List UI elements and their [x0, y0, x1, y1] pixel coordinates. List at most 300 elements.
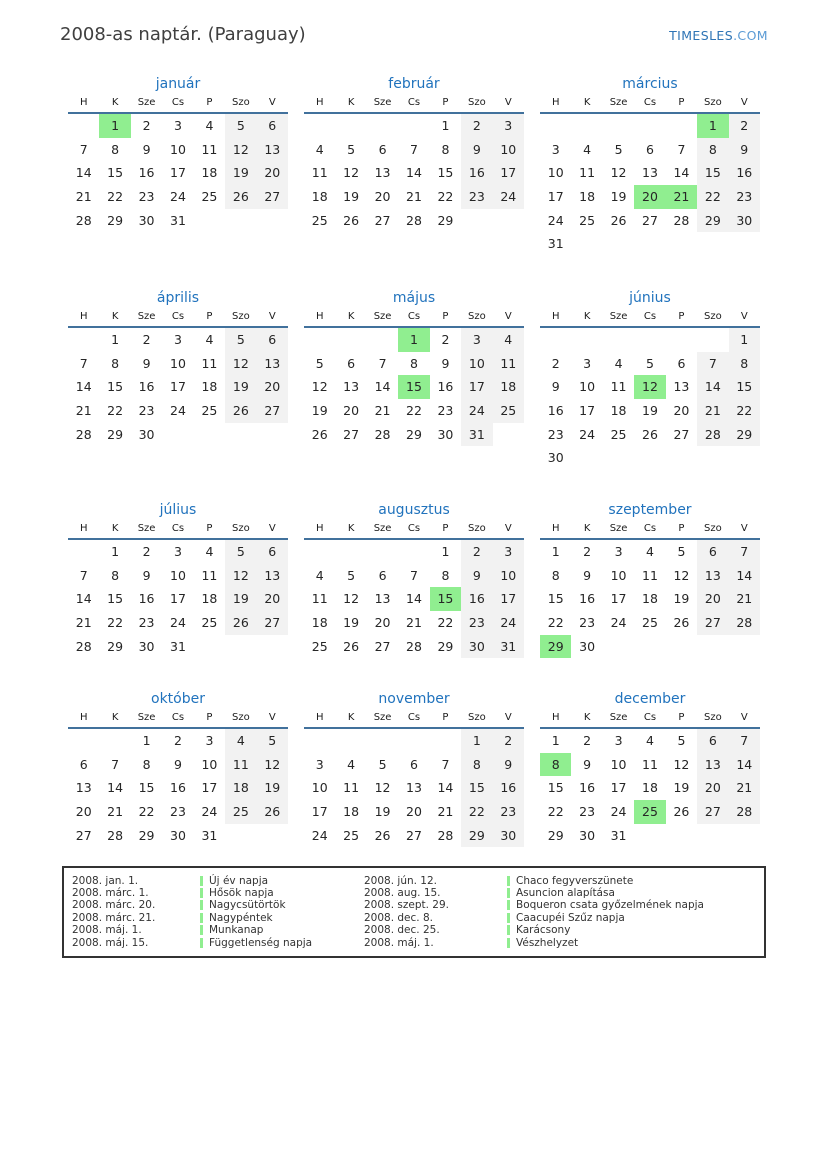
day-cell: 27	[642, 212, 658, 228]
day-cell: 23	[170, 804, 186, 820]
day-cell: 2	[142, 544, 151, 559]
weekday-label: Cs	[407, 311, 421, 322]
weekday-label: H	[79, 523, 88, 534]
weekday-header-row	[304, 522, 524, 540]
day-cell: 12	[610, 165, 627, 181]
day-cell: 10	[201, 756, 218, 772]
weekday-label: Sze	[373, 97, 392, 108]
weekend-day-cell: 21	[729, 776, 760, 800]
weekday-label: P	[442, 97, 449, 108]
holiday-day-cell: 1	[398, 328, 429, 352]
day-cell: 21	[437, 804, 454, 820]
weekend-day-cell: 27	[257, 611, 288, 635]
holiday-day-cell: 21	[666, 185, 697, 209]
day-cell: 13	[406, 780, 422, 796]
holiday-marker-icon	[200, 938, 203, 948]
calendar-grid	[68, 74, 827, 847]
holiday-marker-icon	[200, 925, 203, 935]
month-9	[540, 500, 760, 658]
weekday-label: Szo	[231, 311, 250, 322]
day-cell	[367, 729, 398, 753]
day-cell	[634, 328, 665, 352]
day-cell	[194, 635, 225, 659]
weekday-label: K	[111, 712, 119, 723]
day-cell	[225, 423, 256, 447]
weekday-label: P	[442, 523, 449, 534]
weekend-day-cell: 29	[461, 824, 492, 848]
weekday-label: K	[347, 712, 355, 723]
day-cell: 10	[311, 780, 328, 796]
weekday-label: P	[206, 97, 213, 108]
day-cell	[697, 824, 728, 848]
day-cell: 11	[201, 355, 218, 371]
legend-date: 2008. márc. 21.	[72, 911, 156, 924]
weekend-day-cell: 6	[257, 328, 288, 352]
day-cell: 3	[174, 332, 182, 347]
day-cell: 13	[642, 165, 658, 181]
day-cell: 31	[547, 236, 564, 252]
day-cell: 31	[170, 212, 186, 228]
weekend-day-cell: 8	[461, 753, 492, 777]
month-title[interactable]: április	[156, 290, 200, 306]
day-cell: 24	[311, 827, 328, 843]
weekend-day-cell: 19	[225, 587, 256, 611]
day-cell: 9	[441, 355, 450, 371]
weekday-header-row	[68, 522, 288, 540]
day-cell: 8	[111, 355, 120, 371]
weekend-day-cell: 7	[697, 352, 728, 376]
holiday-marker-icon	[507, 913, 510, 923]
day-cell	[304, 328, 335, 352]
month-6	[540, 288, 760, 470]
weekend-day-cell: 8	[697, 138, 728, 162]
day-cell: 14	[75, 591, 92, 607]
weekend-day-cell: 3	[493, 114, 524, 138]
day-cell: 27	[406, 827, 422, 843]
weekday-label: Szo	[467, 97, 486, 108]
day-cell: 20	[406, 804, 422, 820]
weekend-day-cell: 18	[225, 776, 256, 800]
weekend-day-cell: 5	[225, 540, 256, 564]
weekend-day-cell: 22	[697, 185, 728, 209]
holiday-day-cell: 20	[634, 185, 665, 209]
weekday-header-row	[540, 711, 760, 729]
day-cell: 6	[378, 141, 387, 157]
day-cell: 19	[343, 615, 360, 631]
day-cell: 11	[201, 567, 218, 583]
weekend-day-cell: 9	[493, 753, 524, 777]
day-cell: 6	[79, 756, 88, 772]
day-cell: 8	[111, 141, 120, 157]
legend-item	[364, 899, 756, 911]
holiday-marker-icon	[507, 900, 510, 910]
day-cell: 7	[79, 355, 88, 371]
day-cell: 16	[170, 780, 186, 796]
weekday-label: H	[551, 712, 560, 723]
month-title[interactable]: október	[151, 691, 205, 707]
weekend-day-cell: 6	[697, 729, 728, 753]
day-cell: 13	[75, 780, 92, 796]
day-cell: 20	[75, 804, 92, 820]
month-title[interactable]: július	[159, 502, 197, 518]
weekend-day-cell: 28	[729, 800, 760, 824]
days-grid	[540, 540, 760, 658]
day-cell	[603, 328, 634, 352]
month-title[interactable]: január	[155, 76, 201, 92]
weekday-label: Sze	[373, 712, 392, 723]
day-cell	[493, 423, 524, 447]
day-cell	[729, 635, 760, 659]
weekday-label: Szo	[467, 311, 486, 322]
day-cell	[162, 423, 193, 447]
day-cell: 1	[441, 118, 450, 133]
day-cell	[634, 824, 665, 848]
day-cell: 9	[142, 355, 151, 371]
month-title[interactable]: augusztus	[378, 502, 450, 518]
day-cell: 30	[170, 827, 186, 843]
day-cell	[666, 328, 697, 352]
legend-date: 2008. aug. 15.	[364, 887, 441, 900]
day-cell: 13	[374, 165, 391, 181]
weekend-day-cell: 16	[493, 776, 524, 800]
day-cell: 9	[142, 141, 151, 157]
weekday-header-row	[304, 711, 524, 729]
legend-date: 2008. márc. 20.	[72, 899, 156, 912]
days-grid	[540, 114, 760, 256]
day-cell: 27	[75, 827, 92, 843]
day-cell: 6	[378, 567, 387, 583]
day-cell: 29	[437, 638, 454, 654]
day-cell	[493, 209, 524, 233]
day-cell: 4	[315, 567, 324, 583]
weekday-label: Szo	[231, 97, 250, 108]
day-cell: 14	[75, 379, 92, 395]
day-cell	[398, 729, 429, 753]
day-cell: 23	[579, 804, 596, 820]
weekend-day-cell: 8	[729, 352, 760, 376]
month-title[interactable]: február	[388, 76, 440, 92]
month-1	[68, 74, 288, 232]
day-cell: 22	[138, 804, 155, 820]
day-cell: 12	[374, 780, 391, 796]
weekend-day-cell: 9	[729, 138, 760, 162]
legend-label: Függetlenség napja	[209, 936, 313, 949]
day-cell	[603, 114, 634, 138]
day-cell: 8	[111, 567, 120, 583]
month-title[interactable]: december	[614, 691, 686, 707]
weekend-day-cell: 2	[493, 729, 524, 753]
day-cell: 24	[610, 804, 627, 820]
weekday-label: Cs	[407, 523, 421, 534]
days-grid	[68, 114, 288, 232]
day-cell	[257, 423, 288, 447]
weekday-header-row	[540, 310, 760, 328]
weekend-day-cell: 13	[257, 564, 288, 588]
days-grid	[68, 328, 288, 446]
weekend-day-cell: 15	[697, 161, 728, 185]
day-cell: 23	[547, 426, 564, 442]
day-cell	[430, 729, 461, 753]
day-cell: 11	[610, 379, 627, 395]
weekend-day-cell: 13	[697, 753, 728, 777]
day-cell: 25	[343, 827, 360, 843]
day-cell	[99, 729, 130, 753]
day-cell: 25	[579, 212, 596, 228]
day-cell: 22	[547, 804, 564, 820]
day-cell: 16	[547, 403, 564, 419]
weekday-label: V	[740, 311, 748, 322]
day-cell: 5	[614, 141, 623, 157]
weekday-label: Szo	[703, 523, 722, 534]
day-cell: 18	[201, 165, 218, 181]
weekend-day-cell: 12	[225, 564, 256, 588]
day-cell: 14	[673, 165, 690, 181]
day-cell: 29	[107, 426, 124, 442]
month-title[interactable]: május	[392, 290, 436, 306]
weekend-day-cell: 11	[493, 352, 524, 376]
day-cell: 18	[311, 189, 328, 205]
day-cell: 19	[610, 189, 627, 205]
weekday-label: V	[268, 523, 276, 534]
day-cell	[666, 232, 697, 256]
weekday-label: Sze	[373, 523, 392, 534]
day-cell	[666, 114, 697, 138]
weekend-day-cell: 12	[225, 138, 256, 162]
day-cell: 12	[343, 591, 360, 607]
day-cell: 28	[374, 426, 391, 442]
day-cell	[571, 232, 602, 256]
weekend-day-cell: 17	[461, 375, 492, 399]
page-title: 2008-as naptár. (Paraguay)	[60, 24, 306, 45]
day-cell: 30	[138, 212, 155, 228]
day-cell: 1	[111, 544, 120, 559]
weekday-label: Cs	[171, 311, 185, 322]
legend-date: 2008. máj. 1.	[364, 936, 434, 949]
weekend-day-cell: 30	[729, 209, 760, 233]
day-cell	[571, 114, 602, 138]
holiday-day-cell: 15	[398, 375, 429, 399]
weekday-label: H	[551, 523, 560, 534]
day-cell: 20	[374, 615, 391, 631]
day-cell: 25	[201, 615, 218, 631]
day-cell: 20	[374, 189, 391, 205]
day-cell: 7	[677, 141, 686, 157]
day-cell: 28	[406, 638, 422, 654]
month-title[interactable]: június	[629, 290, 671, 306]
day-cell: 19	[311, 403, 328, 419]
weekday-label: K	[583, 712, 591, 723]
day-cell: 18	[642, 591, 658, 607]
day-cell	[729, 232, 760, 256]
day-cell: 18	[343, 804, 360, 820]
weekend-day-cell: 3	[493, 540, 524, 564]
day-cell: 15	[547, 591, 564, 607]
weekend-day-cell: 20	[257, 161, 288, 185]
day-cell: 12	[673, 567, 690, 583]
day-cell: 12	[673, 756, 690, 772]
day-cell: 11	[311, 591, 328, 607]
weekday-label: Sze	[609, 712, 628, 723]
day-cell: 25	[201, 189, 218, 205]
weekend-day-cell: 23	[729, 185, 760, 209]
month-title[interactable]: március	[622, 76, 678, 92]
weekend-day-cell: 24	[493, 611, 524, 635]
month-7	[68, 500, 288, 658]
day-cell: 29	[107, 212, 124, 228]
weekday-label: Szo	[703, 712, 722, 723]
month-8	[304, 500, 524, 658]
day-cell: 2	[551, 355, 560, 371]
legend-label: Nagypéntek	[209, 911, 273, 924]
weekday-label: P	[206, 311, 213, 322]
weekend-day-cell: 29	[729, 423, 760, 447]
day-cell	[634, 114, 665, 138]
legend-column-2	[364, 874, 756, 948]
day-cell	[225, 635, 256, 659]
weekend-day-cell: 20	[257, 375, 288, 399]
day-cell: 19	[673, 591, 690, 607]
day-cell: 6	[677, 355, 686, 371]
day-cell: 9	[583, 567, 592, 583]
legend-label: Asuncion alapítása	[516, 887, 615, 900]
weekday-label: Cs	[643, 523, 657, 534]
holiday-day-cell: 15	[430, 587, 461, 611]
weekend-day-cell: 16	[729, 161, 760, 185]
weekend-day-cell: 27	[257, 399, 288, 423]
weekday-label: K	[111, 523, 119, 534]
day-cell: 3	[174, 544, 182, 559]
day-cell: 27	[374, 212, 391, 228]
legend-label: Vészhelyzet	[516, 936, 579, 949]
day-cell	[666, 824, 697, 848]
weekday-label: Szo	[467, 523, 486, 534]
weekend-day-cell: 15	[461, 776, 492, 800]
weekday-label: K	[583, 311, 591, 322]
day-cell: 21	[75, 189, 92, 205]
day-cell: 18	[579, 189, 596, 205]
weekend-day-cell: 17	[493, 587, 524, 611]
brand-link[interactable]	[669, 28, 768, 43]
day-cell: 7	[410, 567, 418, 583]
day-cell	[697, 328, 728, 352]
holiday-legend	[62, 866, 766, 957]
day-cell: 12	[311, 379, 328, 395]
weekend-day-cell: 6	[257, 540, 288, 564]
day-cell	[194, 423, 225, 447]
weekend-day-cell: 22	[461, 800, 492, 824]
weekday-label: Sze	[609, 97, 628, 108]
day-cell: 31	[610, 827, 627, 843]
day-cell	[68, 328, 99, 352]
weekend-day-cell: 10	[461, 352, 492, 376]
day-cell: 25	[642, 615, 658, 631]
weekday-label: Sze	[137, 311, 156, 322]
weekday-label: H	[315, 712, 324, 723]
day-cell: 8	[142, 756, 151, 772]
day-cell: 11	[311, 165, 328, 181]
weekend-day-cell: 14	[729, 753, 760, 777]
day-cell: 25	[311, 638, 328, 654]
weekend-day-cell: 20	[257, 587, 288, 611]
month-title[interactable]: november	[378, 691, 450, 707]
day-cell: 1	[441, 544, 450, 559]
holiday-marker-icon	[200, 876, 203, 886]
day-cell	[603, 635, 634, 659]
weekend-day-cell: 5	[257, 729, 288, 753]
day-cell	[257, 824, 288, 848]
weekday-label: H	[551, 97, 560, 108]
weekend-day-cell: 4	[493, 328, 524, 352]
day-cell	[540, 328, 571, 352]
legend-item	[72, 899, 364, 911]
day-cell: 19	[374, 804, 391, 820]
day-cell: 3	[583, 355, 592, 371]
weekday-label: Szo	[467, 712, 486, 723]
day-cell: 13	[673, 379, 690, 395]
legend-item	[72, 924, 364, 936]
day-cell	[257, 635, 288, 659]
weekday-label: P	[678, 97, 685, 108]
day-cell: 17	[170, 165, 186, 181]
day-cell	[697, 446, 728, 470]
day-cell	[367, 540, 398, 564]
weekday-label: Sze	[137, 712, 156, 723]
legend-item	[72, 874, 364, 886]
weekend-day-cell: 17	[493, 161, 524, 185]
legend-column-1	[72, 874, 364, 948]
day-cell: 26	[311, 426, 328, 442]
legend-item	[364, 912, 756, 924]
weekend-day-cell: 23	[461, 185, 492, 209]
day-cell: 29	[406, 426, 422, 442]
day-cell: 11	[343, 780, 360, 796]
day-cell: 22	[437, 189, 454, 205]
month-title[interactable]: szeptember	[608, 502, 692, 518]
days-grid	[304, 540, 524, 658]
day-cell: 9	[583, 756, 592, 772]
day-cell: 22	[547, 615, 564, 631]
day-cell: 28	[107, 827, 124, 843]
weekend-day-cell: 16	[461, 161, 492, 185]
legend-label: Karácsony	[516, 924, 571, 937]
day-cell: 5	[646, 355, 654, 371]
day-cell: 3	[174, 118, 182, 133]
weekday-label: Cs	[407, 97, 421, 108]
weekday-label: P	[442, 311, 449, 322]
weekday-label: H	[315, 311, 324, 322]
day-cell: 27	[673, 426, 690, 442]
legend-label: Caacupéi Szűz napja	[516, 911, 625, 924]
day-cell	[666, 635, 697, 659]
day-cell: 28	[673, 212, 690, 228]
day-cell: 2	[142, 332, 151, 347]
day-cell: 4	[205, 118, 214, 133]
day-cell: 7	[441, 756, 450, 772]
legend-date: 2008. jún. 12.	[364, 874, 437, 887]
day-cell: 30	[579, 827, 596, 843]
weekend-day-cell: 19	[225, 161, 256, 185]
weekend-day-cell: 27	[697, 800, 728, 824]
weekday-label: K	[583, 523, 591, 534]
weekday-label: V	[740, 97, 748, 108]
day-cell	[225, 824, 256, 848]
month-5	[304, 288, 524, 446]
days-grid	[304, 729, 524, 847]
day-cell: 29	[138, 827, 155, 843]
weekday-label: K	[111, 97, 119, 108]
weekend-day-cell: 10	[493, 138, 524, 162]
day-cell: 2	[583, 544, 592, 559]
